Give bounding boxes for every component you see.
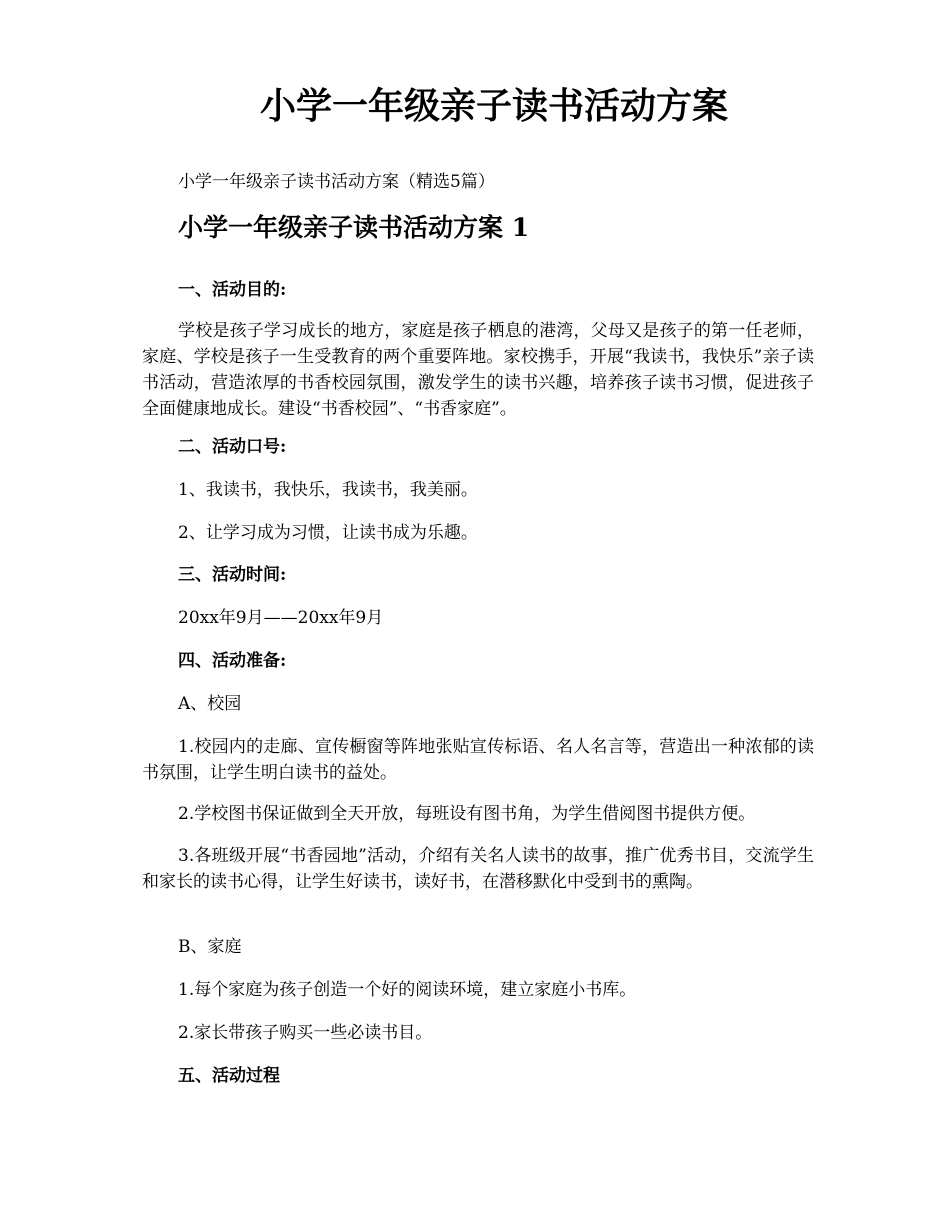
family-item-1: 1.每个家庭为孩子创造一个好的阅读环境，建立家庭小书库。 bbox=[178, 980, 637, 1000]
heading-slogan: 二、活动口号: bbox=[178, 437, 287, 457]
activity-time: 20xx年9月——20xx年9月 bbox=[178, 608, 384, 628]
section-title: 小学一年级亲子读书活动方案 1 bbox=[178, 213, 530, 242]
document-subtitle: 小学一年级亲子读书活动方案（精选5篇） bbox=[178, 172, 495, 192]
campus-item-3: 3.各班级开展“书香园地”活动，介绍有关名人读书的故事，推广优秀书目，交流学生和家长的读书心得，让学生好读书，读好书，在潜移默化中受到书的熏陶。 bbox=[142, 846, 814, 892]
slogan-item-2: 2、让学习成为习惯，让读书成为乐趣。 bbox=[178, 523, 478, 543]
slogan-item-1: 1、我读书，我快乐，我读书，我美丽。 bbox=[178, 480, 478, 500]
heading-preparation: 四、活动准备: bbox=[178, 651, 287, 671]
label-campus: A、校园 bbox=[178, 694, 242, 714]
heading-time: 三、活动时间: bbox=[178, 565, 287, 585]
heading-purpose: 一、活动目的: bbox=[178, 280, 287, 300]
paragraph-purpose: 学校是孩子学习成长的地方，家庭是孩子栖息的港湾，父母又是孩子的第一任老师，家庭、学校是孩子一生受教育的两个重要阵地。家校携手，开展“我读书，我快乐”亲子读书活动，营造浓厚的书香校园氛围，激发学生的读书兴趣，培养孩子读书习惯，促进孩子全面健康地成长。建设“书香校园”、“书香家庭”。 bbox=[142, 321, 814, 419]
family-item-2: 2.家长带孩子购买一些必读书目。 bbox=[178, 1023, 433, 1043]
heading-process: 五、活动过程 bbox=[178, 1066, 280, 1086]
label-family: B、家庭 bbox=[178, 937, 242, 957]
campus-item-1: 1.校园内的走廊、宣传橱窗等阵地张贴宣传标语、名人名言等，营造出一种浓郁的读书氛围，让学生明白读书的益处。 bbox=[142, 737, 814, 783]
campus-item-2: 2.学校图书保证做到全天开放，每班设有图书角，为学生借阅图书提供方便。 bbox=[178, 804, 756, 824]
document-title: 小学一年级亲子读书活动方案 bbox=[259, 85, 728, 127]
